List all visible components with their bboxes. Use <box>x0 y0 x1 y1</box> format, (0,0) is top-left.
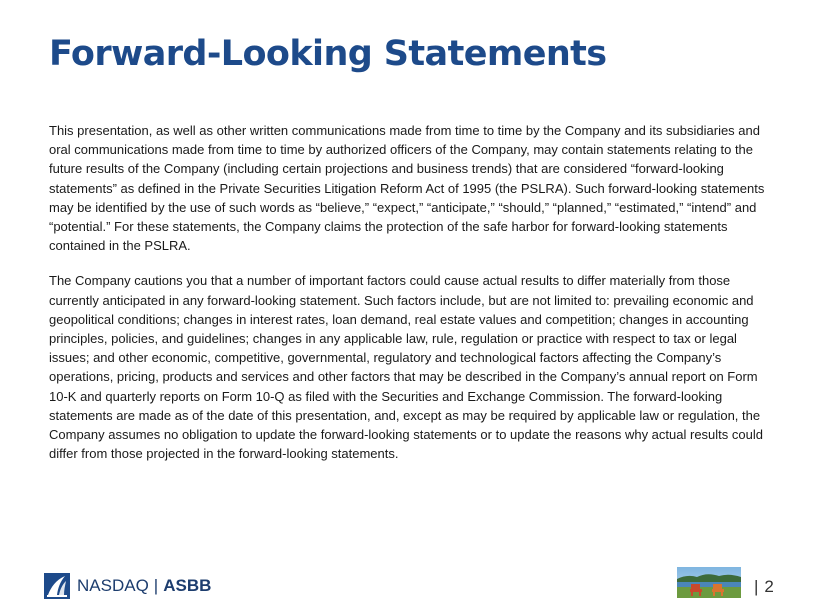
exchange-name: NASDAQ <box>77 576 149 595</box>
paragraph-risk-factors: The Company cautions you that a number of important factors could cause actual results to differ materially from those currently anticipated in any forward-looking statement. Such factors include, but are not limited to: prevailing economic and geopolitical conditions; changes in interest rates, loan demand, real estate values and competition; changes in accounting principles, policies, and guidelines; changes in any applicable law, rule, regulation or practice with respect to tax or legal issues; and other economic, competitive, governmental, regulatory and technological factors affecting the Company’s operations, pricing, products and services and other factors that may be described in the Company’s annual report on Form 10-K and quarterly reports on Form 10-Q as filed with the Securities and Exchange Commission. The forward-looking statements are made as of the date of this presentation, and, except as may be required by applicable law or regulation, the Company assumes no obligation to update the forward-looking statements or to update the reasons why actual results could differ from those projected in the forward-looking statements. <box>49 273 763 462</box>
ticker-label <box>77 572 211 600</box>
adirondack-chairs-lake-photo <box>677 567 741 598</box>
slide-body <box>49 121 769 479</box>
page-number <box>754 573 774 601</box>
page-number-separator: | <box>754 577 759 596</box>
slide-title: Forward-Looking Statements <box>49 34 607 74</box>
footer-logo <box>44 572 211 600</box>
nasdaq-sail-icon <box>44 573 70 599</box>
ticker-separator: | <box>153 576 159 595</box>
page-number-value: 2 <box>764 577 774 596</box>
ticker-symbol: ASBB <box>163 576 212 595</box>
paragraph-safe-harbor: This presentation, as well as other written communications made from time to time by the Company and its subsidiaries and oral communications made from time to time by authorized officers of the Company, may contain statements relating to the future results of the Company (including certain projections and business trends) that are considered “forward-looking statements” as defined in the Private Securities Litigation Reform Act of 1995 (the PSLRA). Such forward-looking statements may be identified by the use of such words as “believe,” “expect,” “anticipate,” “should,” “planned,” “estimated,” “intend” and “potential.” For these statements, the Company claims the protection of the safe harbor for forward-looking statements contained in the PSLRA. <box>49 123 765 254</box>
